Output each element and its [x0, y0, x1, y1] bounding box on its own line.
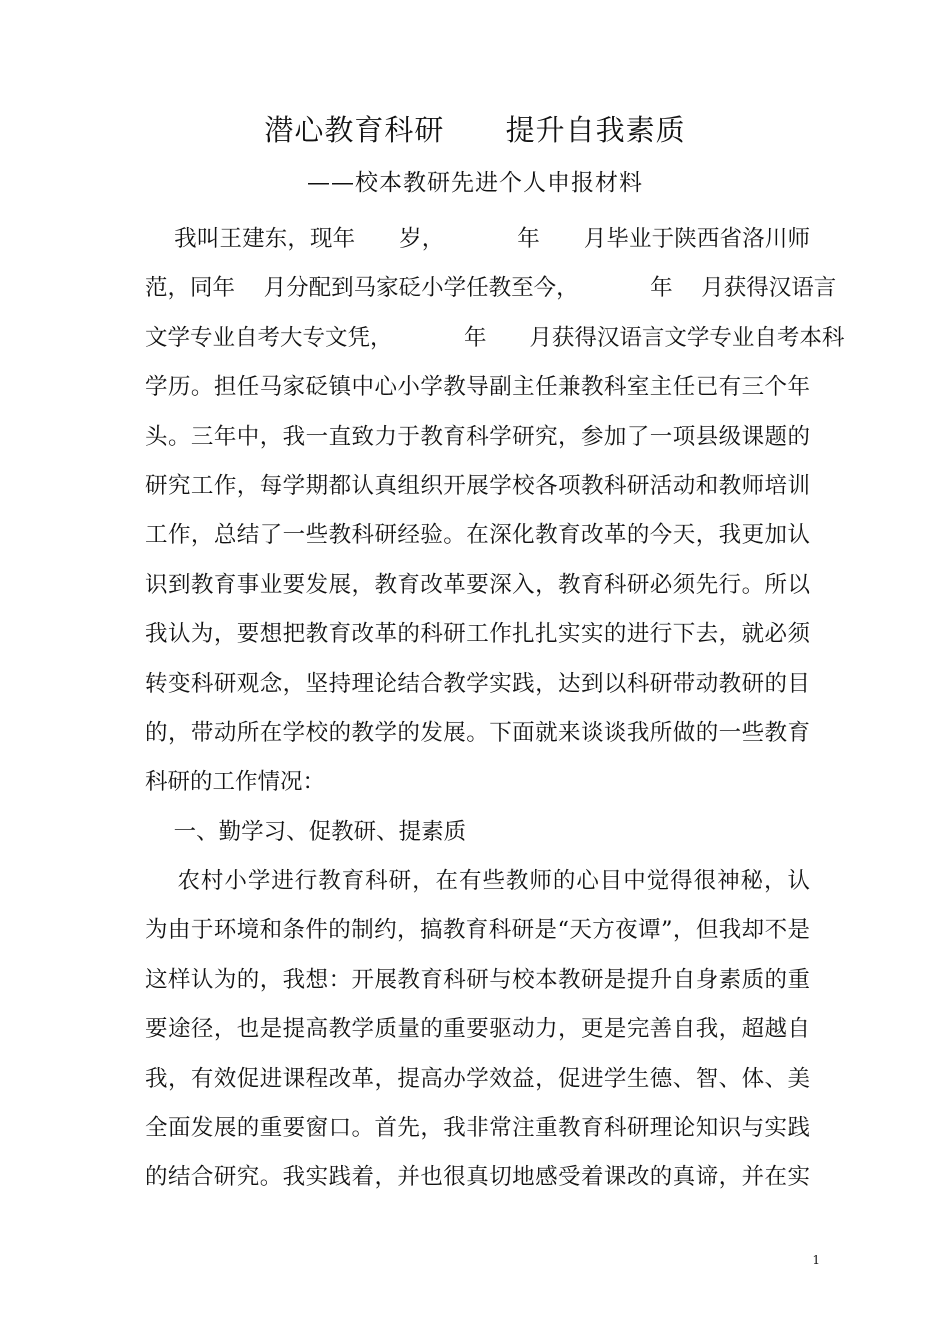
paragraph-line: 农村小学进行教育科研，在有些教师的心目中觉得很神秘，认 [145, 868, 810, 895]
paragraph-line: 全面发展的重要窗口。首先，我非常注重教育科研理论知识与实践 [145, 1115, 810, 1142]
paragraph-line: 文学专业自考大专文凭， 年 月获得汉语言文学专业自考本科 [145, 324, 845, 351]
paragraph-line: 为由于环境和条件的制约，搞教育科研是“天方夜谭”，但我却不是 [145, 917, 810, 944]
paragraph-line: 学历。担任马家砭镇中心小学教导副主任兼教科室主任已有三个年 [145, 374, 810, 401]
paragraph-line: 范，同年 月分配到马家砭小学任教至今， 年 月获得汉语言 [145, 275, 837, 302]
paragraph-line: 我认为，要想把教育改革的科研工作扎扎实实的进行下去，就必须 [145, 621, 810, 648]
paragraph-line: 工作，总结了一些教科研经验。在深化教育改革的今天，我更加认 [145, 522, 810, 549]
document-title: 潜心教育科研 提升自我素质 [264, 113, 686, 147]
paragraph-line: 头。三年中，我一直致力于教育科学研究，参加了一项县级课题的 [145, 423, 810, 450]
paragraph-line: 的，带动所在学校的教学的发展。下面就来谈谈我所做的一些教育 [145, 719, 810, 746]
paragraph-line: 转变科研观念，坚持理论结合教学实践，达到以科研带动教研的目 [145, 670, 810, 697]
document-subtitle: ——校本教研先进个人申报材料 [307, 170, 643, 196]
paragraph-line: 的结合研究。我实践着，并也很真切地感受着课改的真谛，并在实 [145, 1164, 810, 1191]
document-body [145, 215, 845, 1203]
paragraph-line: 这样认为的，我想：开展教育科研与校本教研是提升自身素质的重 [145, 966, 810, 993]
paragraph-line: 要途径，也是提高教学质量的重要驱动力，更是完善自我，超越自 [145, 1016, 810, 1043]
paragraph-line: 我叫王建东，现年 岁， 年 月毕业于陕西省洛川师 [145, 226, 810, 252]
page-number: 1 [812, 1253, 820, 1267]
paragraph-line: 科研的工作情况： [145, 769, 326, 796]
section-heading: 一、勤学习、促教研、提素质 [145, 818, 467, 845]
paragraph-line: 我，有效促进课程改革，提高办学效益，促进学生德、智、体、美 [145, 1065, 810, 1092]
paragraph-line: 识到教育事业要发展，教育改革要深入，教育科研必须先行。所以 [145, 571, 810, 598]
paragraph-line: 研究工作，每学期都认真组织开展学校各项教科研活动和教师培训 [145, 472, 810, 499]
